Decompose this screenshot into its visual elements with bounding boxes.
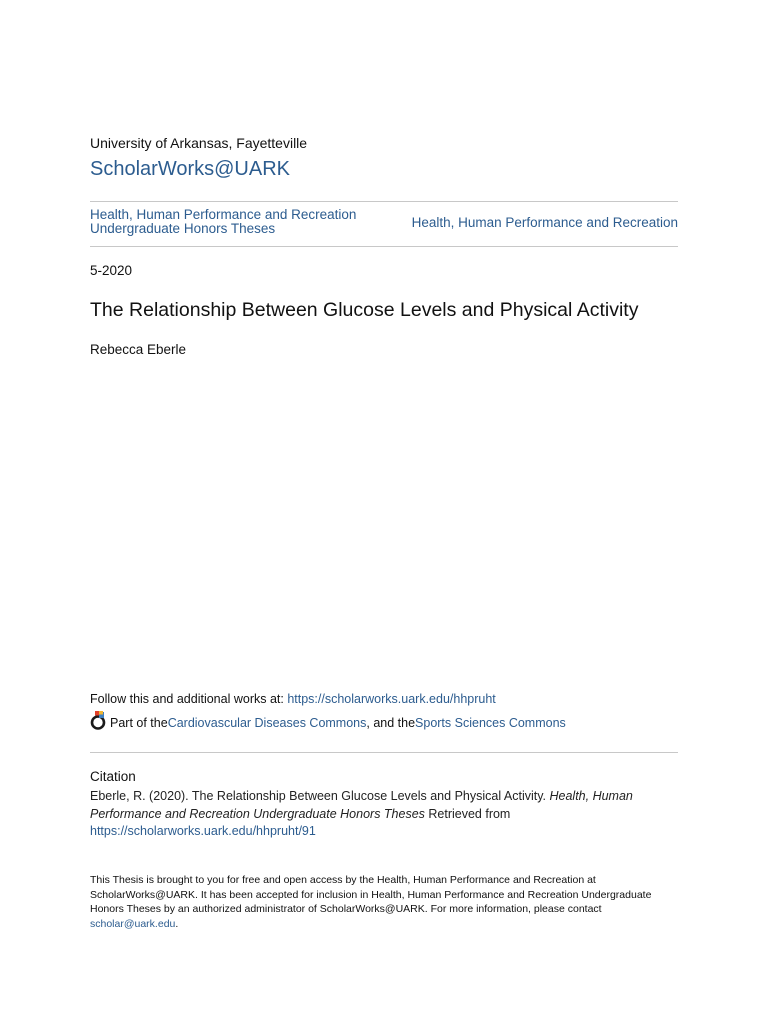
thesis-title: The Relationship Between Glucose Levels and Physical Activity <box>90 299 639 321</box>
citation-text <box>90 788 678 841</box>
department-link[interactable]: Health, Human Performance and Recreation <box>411 215 678 230</box>
part-of-prefix: Part of the <box>110 716 168 730</box>
collection-row <box>90 208 678 240</box>
divider-citation <box>90 752 678 753</box>
access-notice <box>90 873 678 931</box>
divider-top <box>90 201 678 202</box>
citation-series: Health, Human Performance and Recreation Undergraduate Honors Theses <box>90 789 633 821</box>
divider-collection <box>90 246 678 247</box>
cover-page <box>90 0 678 1024</box>
notice-text: This Thesis is brought to you for free and open access by the Health, Human Performance and Recreation at ScholarWorks@UARK. It has been accepted for inclusion in Health, Human Performance and Recreation Undergraduate Honors Theses by an authorized administrator of ScholarWorks@UARK. For more information, please contact <box>90 874 652 915</box>
follow-line <box>90 692 496 706</box>
series-line-1: Health, Human Performance and Recreation <box>90 207 357 222</box>
follow-url-link[interactable]: https://scholarworks.uark.edu/hhpruht <box>287 692 496 706</box>
notice-end: . <box>175 917 179 930</box>
citation-plain: Eberle, R. (2020). The Relationship Between Glucose Levels and Physical Activity. <box>90 789 550 803</box>
series-link[interactable] <box>90 208 380 235</box>
part-of-line <box>90 713 566 733</box>
contact-email-link[interactable]: scholar@uark.edu <box>90 917 176 930</box>
repository-link[interactable]: ScholarWorks@UARK <box>90 158 290 180</box>
thesis-author: Rebecca Eberle <box>90 342 187 357</box>
part-of-middle: , and the <box>366 716 416 730</box>
follow-prefix: Follow this and additional works at: <box>90 692 288 706</box>
institution-name: University of Arkansas, Fayetteville <box>90 135 308 151</box>
publication-date: 5-2020 <box>90 263 133 278</box>
series-line-2: Undergraduate Honors Theses <box>90 220 276 236</box>
cardiovascular-commons-link[interactable]: Cardiovascular Diseases Commons <box>167 716 367 730</box>
citation-retrieved: Retrieved from <box>424 806 511 821</box>
citation-heading: Citation <box>90 769 136 784</box>
citation-url-link[interactable]: https://scholarworks.uark.edu/hhpruht/91 <box>90 824 316 838</box>
network-commons-icon <box>90 711 108 731</box>
sports-sciences-commons-link[interactable]: Sports Sciences Commons <box>415 716 566 730</box>
